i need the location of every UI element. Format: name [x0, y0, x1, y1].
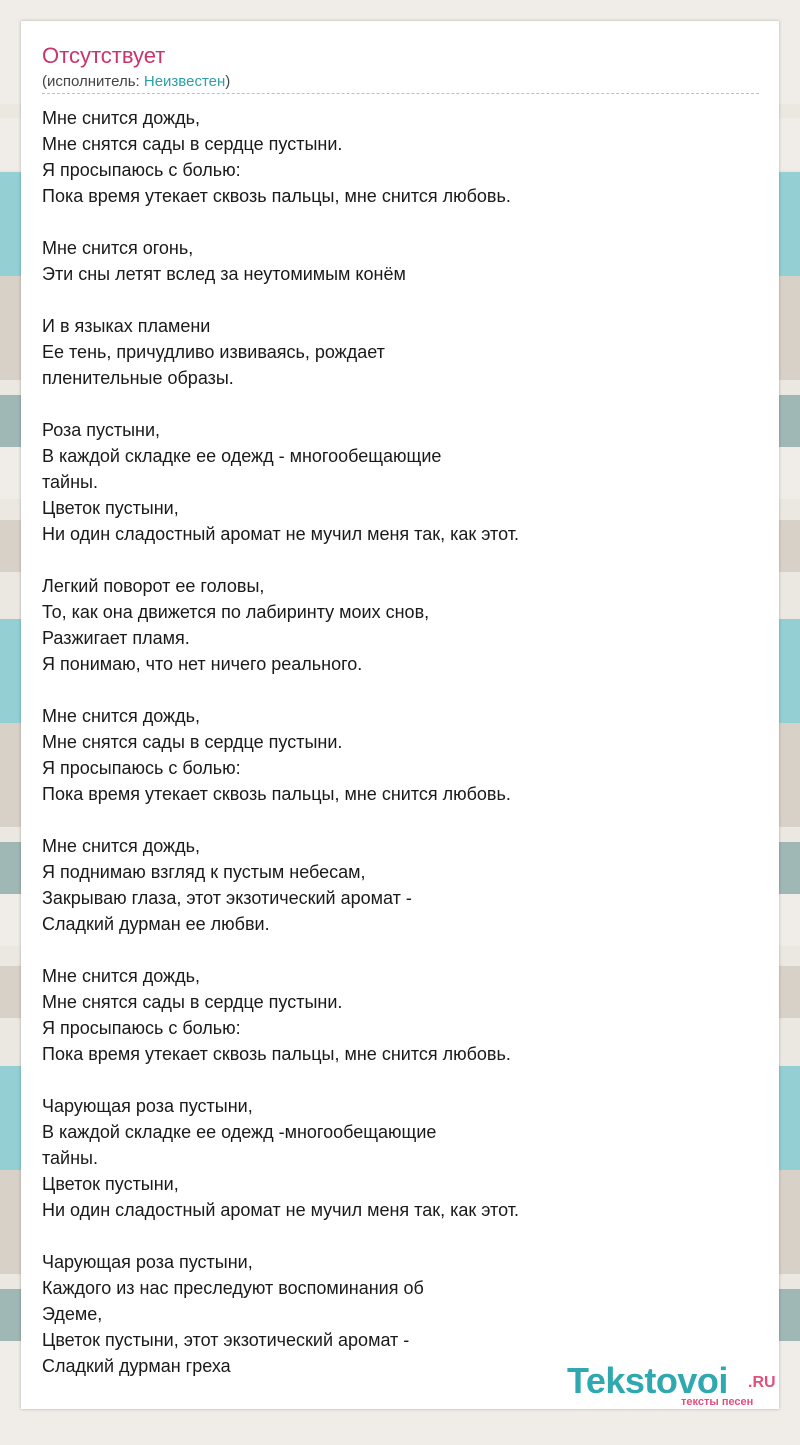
lyrics-stanza	[42, 313, 759, 391]
lyrics-line: Каждого из нас преследуют воспоминания об	[42, 1278, 424, 1298]
lyrics-line: Пока время утекает сквозь пальцы, мне снится любовь.	[42, 186, 511, 206]
lyrics-line: Цветок пустыни,	[42, 498, 179, 518]
logo-wordmark: Tekstovoi	[567, 1360, 728, 1401]
lyrics-line: Закрываю глаза, этот экзотический аромат -	[42, 888, 412, 908]
lyrics-stanza	[42, 703, 759, 807]
lyrics-line: Мне снятся сады в сердце пустыни.	[42, 992, 343, 1012]
lyrics-line: И в языках пламени	[42, 316, 211, 336]
lyrics-line: Ее тень, причудливо извиваясь, рождает	[42, 342, 385, 362]
lyrics-stanza	[42, 417, 759, 547]
lyrics-line: Ни один сладостный аромат не мучил меня так, как этот.	[42, 524, 519, 544]
lyrics-line: Мне снится дождь,	[42, 706, 200, 726]
lyrics-line: Пока время утекает сквозь пальцы, мне снится любовь.	[42, 1044, 511, 1064]
lyrics-line: Пока время утекает сквозь пальцы, мне снится любовь.	[42, 784, 511, 804]
lyrics-line: Сладкий дурман ее любви.	[42, 914, 270, 934]
lyrics-stanza	[42, 833, 759, 937]
title-divider	[42, 93, 759, 94]
lyrics-line: тайны.	[42, 472, 98, 492]
lyrics-line: Я просыпаюсь с болью:	[42, 160, 241, 180]
lyrics-line: Сладкий дурман греха	[42, 1356, 231, 1376]
lyrics-line: Эти сны летят вслед за неутомимым конём	[42, 264, 406, 284]
lyrics-line: Мне снятся сады в сердце пустыни.	[42, 134, 343, 154]
lyrics-stanza	[42, 1093, 759, 1223]
song-title: Отсутствует	[42, 43, 166, 68]
lyrics-line: Я понимаю, что нет ничего реального.	[42, 654, 363, 674]
lyrics-line: Мне снится дождь,	[42, 108, 200, 128]
lyrics-line: Цветок пустыни, этот экзотический аромат -	[42, 1330, 410, 1350]
lyrics-line: Разжигает пламя.	[42, 628, 190, 648]
artist-link[interactable]: Неизвестен	[143, 73, 226, 90]
logo-domain: .RU	[748, 1374, 776, 1391]
lyrics-line: Роза пустыни,	[42, 420, 161, 440]
lyrics-line: Эдеме,	[42, 1304, 103, 1324]
lyrics-line: тайны.	[42, 1148, 98, 1168]
lyrics-body	[42, 105, 759, 1405]
lyrics-line: Я поднимаю взгляд к пустым небесам,	[42, 862, 366, 882]
lyrics-stanza	[42, 235, 759, 287]
lyrics-line: Я просыпаюсь с болью:	[42, 758, 241, 778]
lyrics-line: Я просыпаюсь с болью:	[42, 1018, 241, 1038]
lyrics-stanza	[42, 573, 759, 677]
lyrics-line: Мне снится дождь,	[42, 836, 200, 856]
lyrics-line: В каждой складке ее одежд -многообещающие	[42, 1122, 437, 1142]
lyrics-line: Цветок пустыни,	[42, 1174, 179, 1194]
lyrics-line: Ни один сладостный аромат не мучил меня так, как этот.	[42, 1200, 519, 1220]
lyrics-line: В каждой складке ее одежд - многообещающие	[42, 446, 442, 466]
logo-tagline: тексты песен	[681, 1396, 754, 1408]
lyrics-line: Мне снится дождь,	[42, 966, 200, 986]
artist-suffix: )	[225, 73, 231, 90]
lyrics-line: Легкий поворот ее головы,	[42, 576, 265, 596]
lyrics-line: Мне снится огонь,	[42, 238, 194, 258]
lyrics-line: пленительные образы.	[42, 368, 234, 388]
lyrics-card	[21, 21, 779, 1409]
lyrics-stanza	[42, 963, 759, 1067]
artist-prefix: (исполнитель:	[42, 73, 144, 90]
site-logo[interactable]	[567, 1361, 782, 1409]
lyrics-line: Чарующая роза пустыни,	[42, 1096, 253, 1116]
lyrics-line: Чарующая роза пустыни,	[42, 1252, 253, 1272]
lyrics-line: То, как она движется по лабиринту моих снов,	[42, 602, 430, 622]
lyrics-stanza	[42, 105, 759, 209]
lyrics-line: Мне снятся сады в сердце пустыни.	[42, 732, 343, 752]
artist-line	[42, 73, 230, 90]
